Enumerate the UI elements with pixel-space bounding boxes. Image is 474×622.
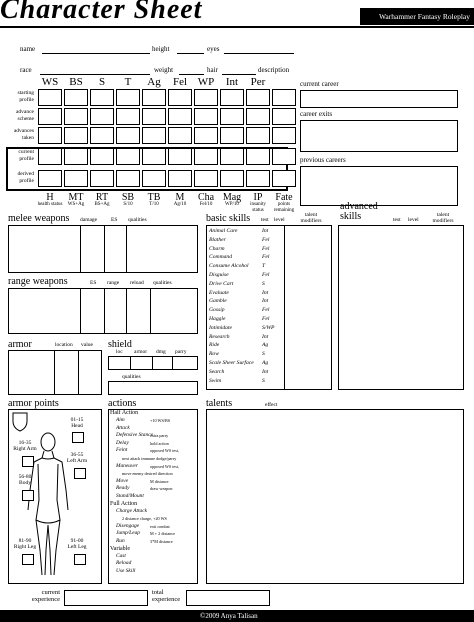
race-line[interactable] <box>40 74 150 75</box>
basic-skill-stat: Fel <box>262 254 270 261</box>
action-name: Move <box>116 477 128 484</box>
basic-test-header: test <box>261 217 269 223</box>
action-name: Maneuver <box>116 462 138 469</box>
action-name: Charge Attack <box>116 507 147 514</box>
eyes-label: eyes <box>207 45 220 53</box>
melee-weapons-box[interactable] <box>8 225 198 273</box>
armor-loc-range: 16-35 <box>18 440 32 446</box>
action-desc: next attack immune dodge/parry <box>122 456 177 461</box>
action-name: Reload <box>116 560 132 567</box>
range-qualities-header: qualities <box>153 280 172 286</box>
secondary-stat-h: H <box>46 192 54 203</box>
basic-skill-name: Swim <box>209 377 222 384</box>
profile-cell[interactable] <box>142 170 166 187</box>
armor-loc-name: Head <box>71 423 83 429</box>
shield-stats-box[interactable] <box>108 356 198 370</box>
armor-loc-range: 01-15 <box>70 417 84 423</box>
profile-row-label: derived profile <box>17 171 34 184</box>
armor-divider-1 <box>54 350 55 395</box>
secondary-stat-mag: Mag <box>222 192 242 203</box>
basic-skill-name: Ride <box>209 342 220 349</box>
action-desc: M distance <box>150 478 169 484</box>
range-weapons-title: range weapons <box>8 276 68 287</box>
profile-cell[interactable] <box>194 89 218 106</box>
basic-skill-name: Search <box>209 368 225 375</box>
basic-skill-stat: Int <box>262 228 269 234</box>
current-experience-label: current experience <box>31 589 60 603</box>
profile-cell[interactable] <box>116 170 140 187</box>
eyes-line[interactable] <box>224 53 294 54</box>
action-desc: draw weapon <box>150 486 173 492</box>
armor-loc-value-box[interactable] <box>22 554 34 565</box>
secondary-stat-sb: SB <box>121 192 135 203</box>
secondary-stat-ip: IP <box>253 192 263 203</box>
profile-cell[interactable] <box>168 108 192 125</box>
stat-header-ws: WS <box>41 76 59 88</box>
melee-qualities-header: qualities <box>128 217 147 223</box>
basic-skill-name: Row <box>209 351 219 358</box>
basic-skill-name: Command <box>209 254 232 261</box>
armor-loc-value-box[interactable] <box>74 468 86 479</box>
profile-cell[interactable] <box>116 127 140 144</box>
profile-row-label: current profile <box>18 149 34 162</box>
profile-cell[interactable] <box>220 148 244 165</box>
action-name: Feint <box>116 447 128 454</box>
basic-skill-name: Disguise <box>209 272 229 278</box>
career-exits-label: career exits <box>300 110 333 118</box>
total-experience-label: total experience <box>152 589 181 603</box>
armor-loc-range: 81-90 <box>18 538 32 544</box>
action-desc: extra parry <box>150 433 169 439</box>
actions-title: actions <box>108 398 137 409</box>
armor-box[interactable] <box>8 350 102 395</box>
profile-cell[interactable] <box>272 127 296 144</box>
action-name: Stand/Mount <box>116 493 144 499</box>
advanced-skills-title: advanced skills <box>340 201 378 222</box>
basic-skills-divider <box>284 225 285 390</box>
basic-skill-stat: Int <box>262 289 269 296</box>
profile-cell[interactable] <box>38 127 62 144</box>
profile-cell[interactable] <box>246 170 270 187</box>
action-name: Aim <box>116 417 125 423</box>
range-divider-4 <box>150 288 151 334</box>
basic-skill-stat: S/WP <box>262 324 275 331</box>
profile-cell[interactable] <box>168 127 192 144</box>
armor-loc-name: Left Arm <box>66 458 88 464</box>
action-desc: 3*M distance <box>150 539 173 544</box>
career-exits-box[interactable] <box>300 120 458 152</box>
profile-cell[interactable] <box>220 170 244 187</box>
basic-skill-stat: Int <box>262 333 269 340</box>
secondary-stat-rt: RT <box>95 192 109 203</box>
profile-cell[interactable] <box>116 89 140 106</box>
action-name: Disengage <box>116 522 140 529</box>
profile-row-label: starting profile <box>17 90 34 103</box>
profile-cell[interactable] <box>194 127 218 144</box>
profile-cell[interactable] <box>38 148 62 165</box>
basic-skill-stat: Fel <box>262 307 270 314</box>
profile-cell[interactable] <box>220 108 244 125</box>
current-career-label: current career <box>300 80 339 88</box>
shield-loc-header: loc <box>116 349 123 355</box>
action-desc: M + 2 distance <box>150 531 176 537</box>
profile-cell[interactable] <box>246 127 270 144</box>
basic-skill-stat: Fel <box>262 272 270 278</box>
basic-skill-stat: Ag <box>262 342 269 349</box>
profile-cell[interactable] <box>90 148 114 165</box>
secondary-stat-mt: MT <box>68 192 84 203</box>
previous-careers-label: previous careers <box>300 156 346 164</box>
action-desc: opposed WS test, <box>150 463 180 469</box>
current-career-box[interactable] <box>300 90 458 108</box>
profile-cell[interactable] <box>142 148 166 165</box>
advanced-skills-box[interactable] <box>338 225 464 390</box>
profile-cell[interactable] <box>168 170 192 187</box>
hair-label: hair <box>207 66 218 74</box>
profile-cell[interactable] <box>194 148 218 165</box>
basic-skill-stat: Int <box>262 368 269 375</box>
weight-label: weight <box>154 66 174 74</box>
shield-qualities-box[interactable] <box>108 381 198 395</box>
talents-effect-header: effect <box>265 402 278 408</box>
profile-cell[interactable] <box>90 170 114 187</box>
basic-skill-name: Consume Alcohol <box>209 263 249 270</box>
basic-skill-stat: S <box>262 377 265 384</box>
basic-skill-stat: Int <box>262 298 269 305</box>
shield-qualities-header: qualities <box>122 374 141 380</box>
action-desc: +10 WS/BS <box>150 418 171 423</box>
profile-cell[interactable] <box>64 170 88 187</box>
basic-skill-name: Gossip <box>209 307 225 314</box>
shield-parry-header: parry <box>175 349 187 355</box>
armor-loc-value-box[interactable] <box>74 554 86 565</box>
armor-location-header: location <box>55 342 73 348</box>
action-name: Ready <box>116 485 130 492</box>
profile-cell[interactable] <box>142 108 166 125</box>
advanced-test-header: test <box>393 217 401 223</box>
action-name: Use Skill <box>116 567 136 574</box>
action-desc: move enemy desired direction <box>122 471 173 477</box>
armor-loc-value-box[interactable] <box>22 456 34 467</box>
height-label: height <box>152 45 170 53</box>
description-label: description <box>258 66 290 74</box>
basic-skill-stat: Fel <box>262 245 270 252</box>
armor-loc-name: Right Leg <box>13 544 37 550</box>
profile-cell[interactable] <box>246 89 270 106</box>
armor-loc-name: Right Arm <box>13 446 37 452</box>
melee-divider-1 <box>80 225 81 273</box>
profile-cell[interactable] <box>168 148 192 165</box>
actions-full-heading: Full Action <box>110 500 138 507</box>
profile-cell[interactable] <box>220 89 244 106</box>
armor-loc-value-box[interactable] <box>72 432 84 443</box>
profile-cell[interactable] <box>64 127 88 144</box>
shield-title: shield <box>108 339 132 350</box>
shield-divider-3 <box>172 356 173 370</box>
secondary-stat-sub: WS+Ag <box>67 202 85 207</box>
secondary-stat-sub: insanity status <box>250 202 266 213</box>
armor-divider-2 <box>78 350 79 395</box>
range-divider-1 <box>80 288 81 334</box>
race-label: race <box>20 66 32 74</box>
action-name: Attack <box>116 424 130 431</box>
basic-skill-stat: T <box>262 263 266 270</box>
basic-skill-stat: Fel <box>262 316 270 322</box>
basic-skill-name: Evaluate <box>209 289 229 296</box>
stat-header-per: Per <box>250 76 266 88</box>
secondary-stat-sub: health status <box>37 202 63 207</box>
action-desc: hold action <box>150 440 169 446</box>
basic-skill-name: Scale Sheer Surface <box>209 360 254 366</box>
action-name: Run <box>116 538 125 544</box>
profile-cell[interactable] <box>246 148 270 165</box>
range-divider-2 <box>104 288 105 334</box>
stat-header-bs: BS <box>69 76 83 88</box>
profile-cell[interactable] <box>90 89 114 106</box>
talents-title: talents <box>206 398 233 409</box>
advanced-level-header: level <box>408 217 419 223</box>
secondary-stat-sub: Fel/10 <box>199 202 213 207</box>
footer-bar <box>0 610 474 622</box>
advanced-talent-modifiers-header: talent modifiers <box>432 212 454 224</box>
action-desc: exit combat <box>150 523 170 529</box>
secondary-stat-tb: TB <box>147 192 161 203</box>
armor-points-title: armor points <box>8 398 59 409</box>
secondary-stat-sub: BS+Ag <box>94 202 110 207</box>
profile-cell[interactable] <box>38 108 62 125</box>
range-weapons-box[interactable] <box>8 288 198 334</box>
basic-skill-name: Animal Care <box>209 228 238 234</box>
basic-skill-stat: S <box>262 351 265 358</box>
basic-level-header: level <box>274 217 285 223</box>
header-bar <box>360 8 474 25</box>
profile-row-label: advance scheme <box>15 109 34 122</box>
range-es-header: ES <box>90 280 97 286</box>
shield-dmg-header: dmg <box>156 349 166 355</box>
range-reload-header: reload <box>130 280 144 286</box>
subtitle: Warhammer Fantasy Roleplay <box>378 12 470 21</box>
action-name: Cast <box>116 552 126 559</box>
secondary-stat-sub: WP/10 <box>225 202 239 207</box>
secondary-stat-m: M <box>175 192 185 203</box>
basic-skill-name: Research <box>209 333 230 340</box>
action-name: Defensive Stance <box>116 432 153 439</box>
profile-cell[interactable] <box>64 108 88 125</box>
shield-divider-2 <box>152 356 153 370</box>
secondary-stat-sub: Ag/10 <box>173 202 187 207</box>
basic-skill-stat: S <box>262 280 265 287</box>
profile-cell[interactable] <box>38 89 62 106</box>
basic-skill-name: Gamble <box>209 298 227 305</box>
name-label: name <box>20 45 36 53</box>
basic-skill-name: Drive Cart <box>209 280 234 287</box>
hair-line[interactable] <box>222 74 256 75</box>
profile-cell[interactable] <box>116 108 140 125</box>
melee-es-header: ES <box>111 217 118 223</box>
stat-header-wp: WP <box>197 76 215 88</box>
profile-cell[interactable] <box>194 108 218 125</box>
profile-cell[interactable] <box>142 89 166 106</box>
action-desc: opposed WS test, <box>150 448 180 454</box>
range-range-header: range <box>107 280 120 286</box>
basic-skill-name: Blather <box>209 236 226 243</box>
profile-cell[interactable] <box>272 108 296 125</box>
armor-loc-range: 91-00 <box>70 538 84 544</box>
profile-cell[interactable] <box>64 148 88 165</box>
secondary-stat-sub: T/10 <box>149 202 159 207</box>
armor-loc-value-box[interactable] <box>22 490 34 501</box>
secondary-stat-fate: Fate <box>275 192 293 203</box>
profile-cell[interactable] <box>90 108 114 125</box>
profile-cell[interactable] <box>194 170 218 187</box>
basic-skill-name: Intimidate <box>209 324 232 331</box>
secondary-stat-sub: S/10 <box>123 202 133 207</box>
shield-shape-icon <box>12 412 28 432</box>
action-name: Delay <box>116 439 129 446</box>
stat-header-ag: Ag <box>147 76 161 88</box>
profile-cell[interactable] <box>38 170 62 187</box>
profile-cell[interactable] <box>168 89 192 106</box>
basic-talent-modifiers-header: talent modifiers <box>300 212 322 224</box>
melee-divider-3 <box>126 225 127 273</box>
armor-value-header: value <box>81 342 93 348</box>
melee-damage-header: damage <box>80 217 98 223</box>
stat-header-s: S <box>98 76 106 88</box>
basic-skills-title: basic skills <box>206 213 251 224</box>
shield-armor-header: armor <box>134 349 148 355</box>
weight-line[interactable] <box>179 74 204 75</box>
profile-cell[interactable] <box>90 127 114 144</box>
profile-cell[interactable] <box>272 170 296 187</box>
secondary-stat-sub: points remaining <box>273 202 295 213</box>
profile-cell[interactable] <box>220 127 244 144</box>
basic-skill-name: Haggle <box>209 316 226 322</box>
stat-header-fel: Fel <box>172 76 188 88</box>
profile-cell[interactable] <box>272 89 296 106</box>
melee-divider-2 <box>104 225 105 273</box>
stat-header-t: T <box>124 76 132 88</box>
actions-variable-heading: Variable <box>110 545 130 552</box>
basic-skill-stat: Fel <box>262 236 270 243</box>
action-name: Jump/Leap <box>116 530 140 537</box>
height-line[interactable] <box>177 53 204 54</box>
secondary-stat-cha: Cha <box>197 192 215 203</box>
talents-box[interactable] <box>206 409 464 584</box>
stat-header-int: Int <box>225 76 239 88</box>
armor-loc-range: 36-55 <box>70 452 84 458</box>
basic-skill-stat: Ag <box>262 360 269 366</box>
range-divider-3 <box>126 288 127 334</box>
basic-skill-name: Charm <box>209 245 225 252</box>
profile-cell[interactable] <box>116 148 140 165</box>
current-experience-box[interactable] <box>64 590 148 606</box>
total-experience-box[interactable] <box>186 590 270 606</box>
melee-weapons-title: melee weapons <box>8 213 70 224</box>
name-line[interactable] <box>42 53 150 54</box>
footer-credit: ©2009 Anya Talisan <box>200 612 258 620</box>
profile-row-label: advances taken <box>13 128 34 141</box>
previous-careers-box[interactable] <box>300 166 458 206</box>
profile-cell[interactable] <box>64 89 88 106</box>
shield-divider-1 <box>130 356 131 370</box>
action-desc: 2 distance charge, +20 WS <box>122 516 167 522</box>
armor-loc-name: Left Leg <box>67 544 87 550</box>
profile-cell[interactable] <box>272 148 296 165</box>
armor-loc-range: 56-80 <box>18 474 32 480</box>
header-rule <box>0 26 474 28</box>
profile-cell[interactable] <box>246 108 270 125</box>
page-title: Character Sheet <box>0 0 203 25</box>
armor-loc-name: Body <box>19 480 31 486</box>
profile-cell[interactable] <box>142 127 166 144</box>
armor-title: armor <box>8 339 32 350</box>
actions-half-heading: Half Action <box>110 410 139 416</box>
